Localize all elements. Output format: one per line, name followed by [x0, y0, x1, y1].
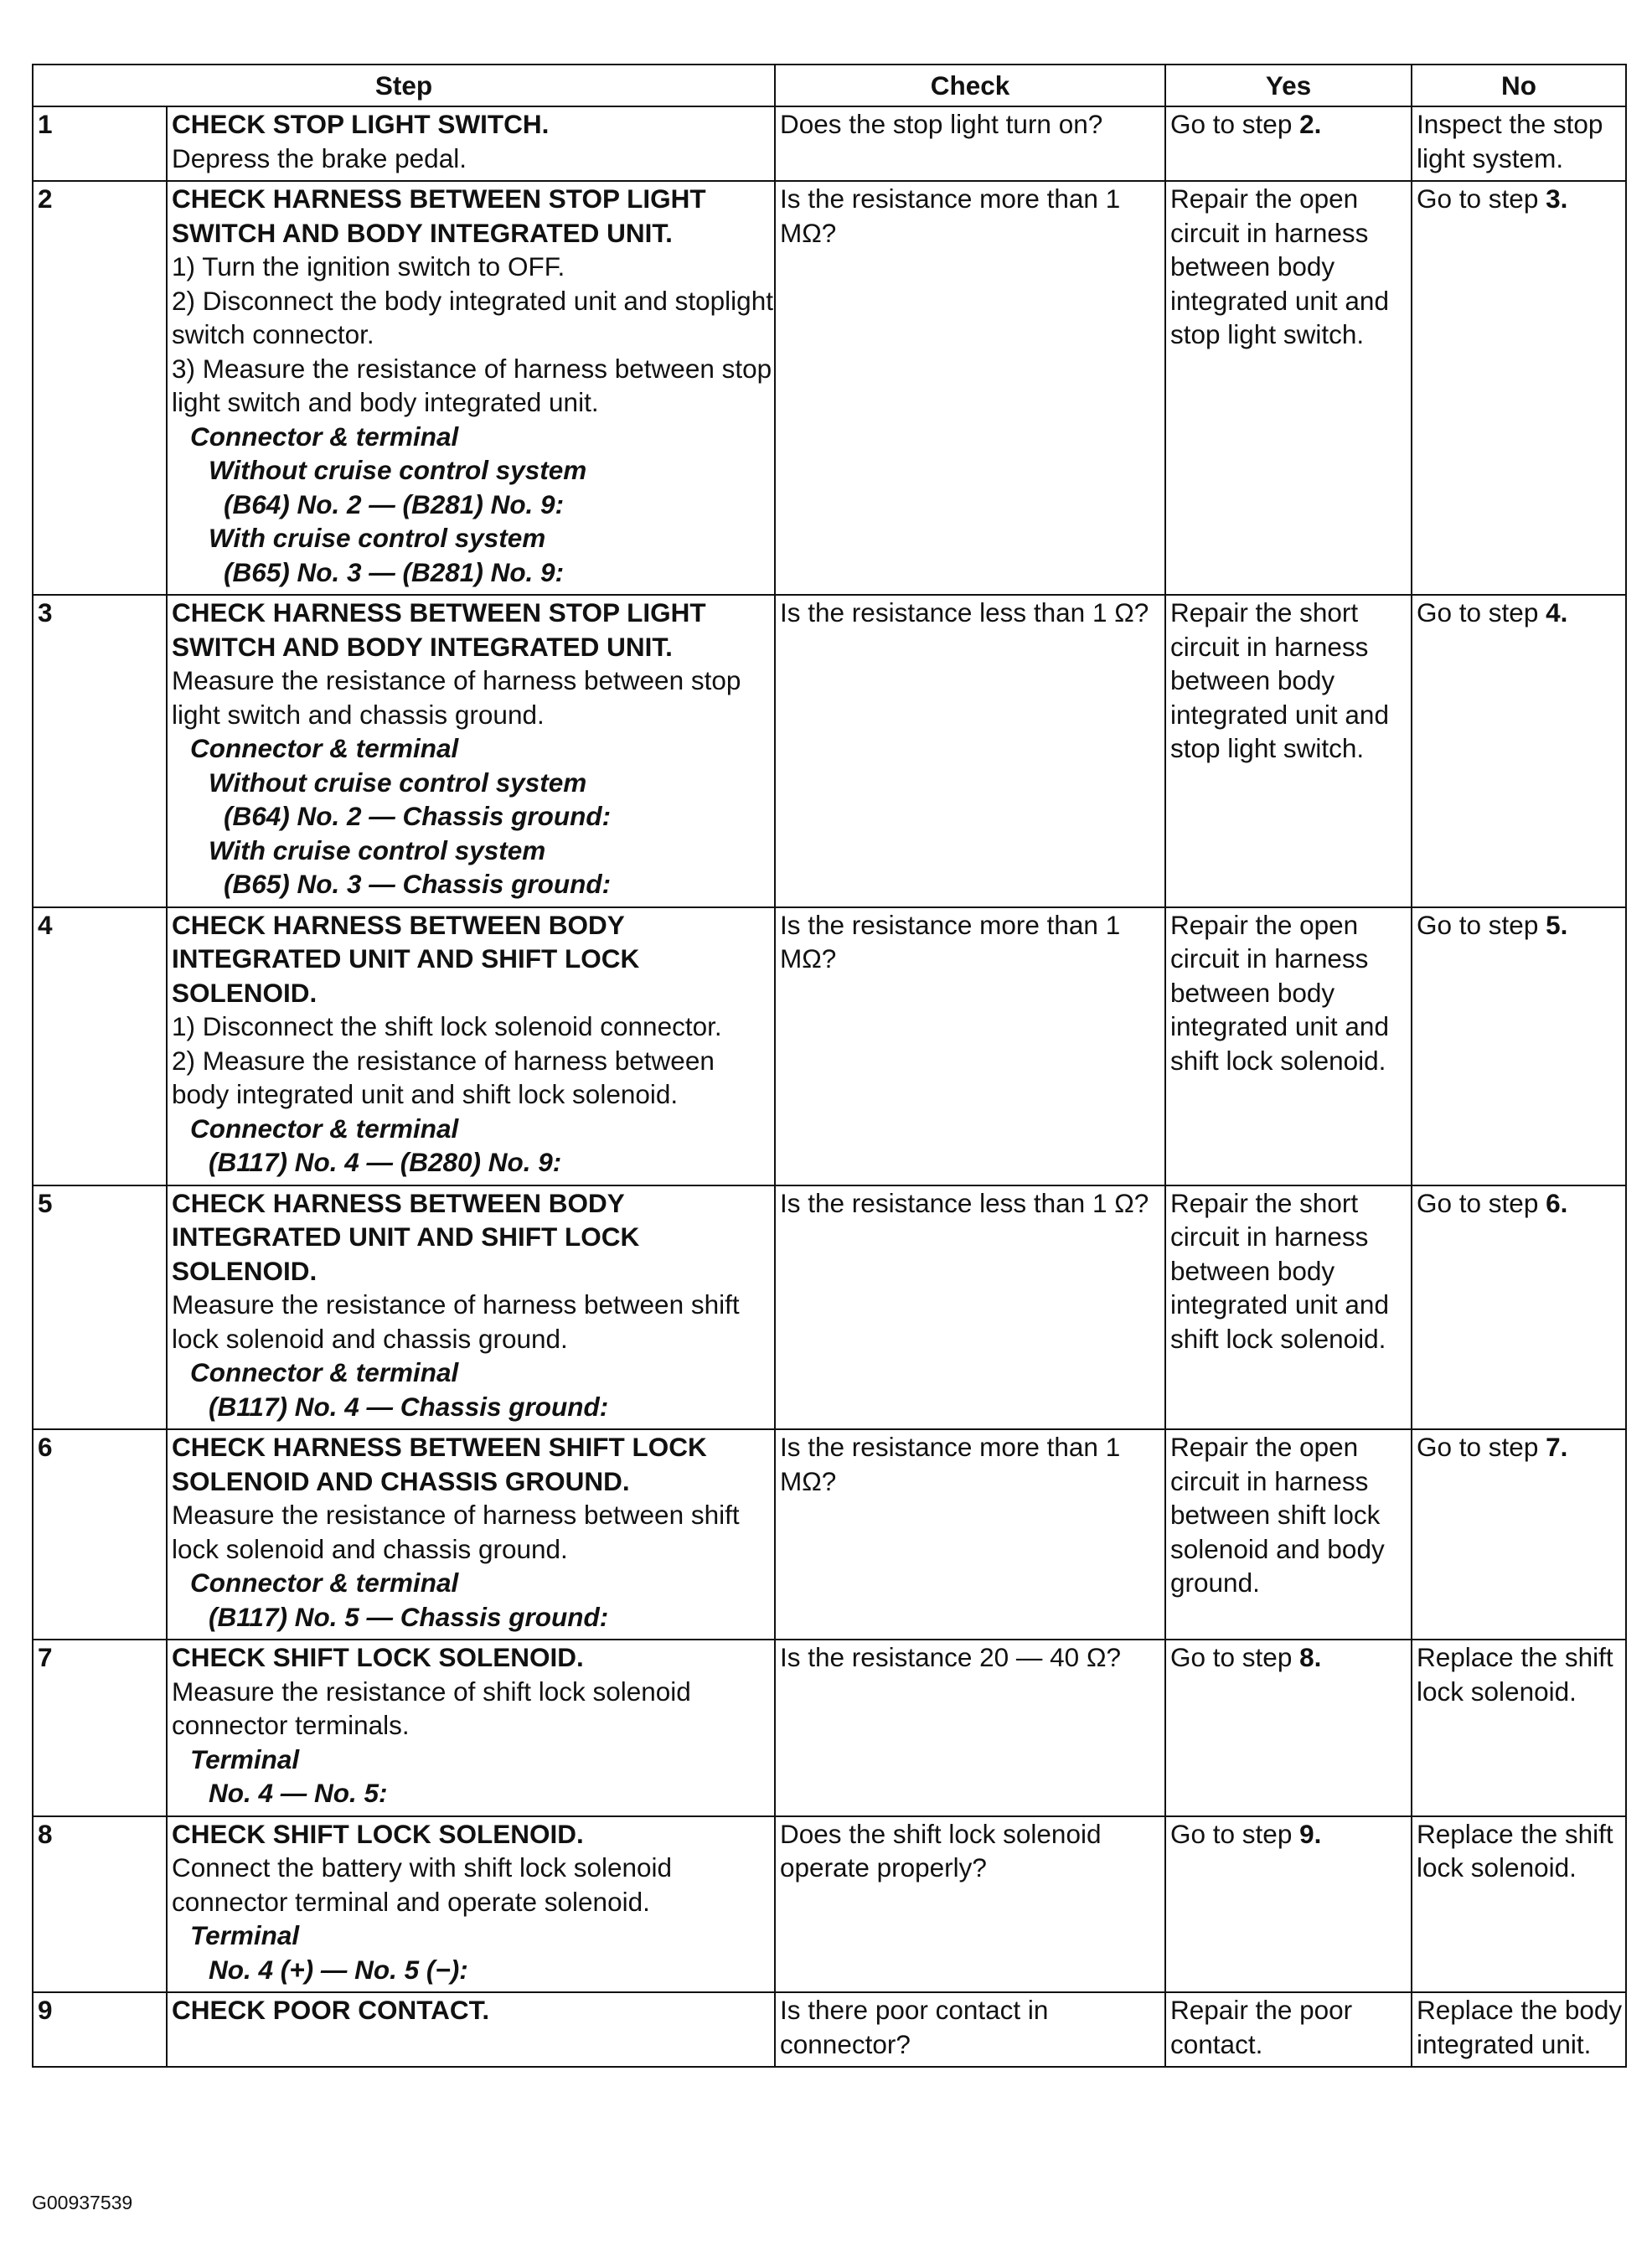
step-description: [167, 1429, 775, 1640]
connector-heading: Connector & terminal: [190, 1568, 459, 1598]
no-action: [1412, 595, 1626, 907]
yes-action-text: Repair the short circuit in harness between body integrated unit and shift lock solenoid.: [1170, 1187, 1389, 1354]
system-variant-label: With cruise control system: [209, 523, 546, 553]
step-number: 8: [33, 1816, 167, 1993]
no-action-text: Replace the shift lock solenoid.: [1417, 1642, 1613, 1707]
step-title: CHECK HARNESS BETWEEN BODY INTEGRATED UNIT AND SHIFT LOCK SOLENOID.: [172, 909, 640, 1008]
step-number: 5: [33, 1185, 167, 1430]
header-check: Check: [775, 65, 1165, 106]
yes-action: [1165, 1429, 1412, 1640]
table-header-row: [33, 65, 1626, 106]
yes-action: [1165, 1640, 1412, 1816]
check-question: Is the resistance 20 — 40 Ω?: [775, 1640, 1165, 1816]
figure-id: G00937539: [32, 2192, 133, 2213]
step-instruction: 2) Disconnect the body integrated unit and stoplight switch connector.: [172, 285, 773, 349]
no-action-text: Go to step: [1417, 1432, 1546, 1462]
yes-action: [1165, 595, 1412, 907]
check-question: Is the resistance more than 1 MΩ?: [775, 181, 1165, 595]
step-instruction: Measure the resistance of harness between shift lock solenoid and chassis ground.: [172, 1500, 740, 1564]
step-title: CHECK STOP LIGHT SWITCH.: [172, 109, 550, 139]
no-action-text: Replace the body integrated unit.: [1417, 1995, 1623, 2059]
connector-heading: Connector & terminal: [190, 421, 459, 452]
no-action-text: Go to step: [1417, 909, 1546, 940]
yes-action-text: Go to step: [1170, 1818, 1300, 1849]
step-instruction: Depress the brake pedal.: [172, 142, 467, 173]
yes-action-text: Repair the short circuit in harness between body integrated unit and stop light switch.: [1170, 597, 1389, 763]
table-row: [33, 181, 1626, 595]
step-description: [167, 1816, 775, 1993]
system-variant-label: Without cruise control system: [209, 767, 587, 798]
step-description: [167, 1640, 775, 1816]
no-action-step-ref: 4.: [1546, 597, 1568, 628]
step-description: [167, 907, 775, 1185]
check-question: Does the shift lock solenoid operate properly?: [775, 1816, 1165, 1993]
terminal-spec: (B117) No. 4 — (B280) No. 9:: [209, 1147, 562, 1177]
check-question: Does the stop light turn on?: [775, 106, 1165, 181]
terminal-spec: (B117) No. 5 — Chassis ground:: [209, 1601, 609, 1632]
step-instruction: Measure the resistance of harness between shift lock solenoid and chassis ground.: [172, 1289, 740, 1354]
step-title: CHECK HARNESS BETWEEN SHIFT LOCK SOLENOID AND CHASSIS GROUND.: [172, 1432, 707, 1496]
yes-action-step-ref: 8.: [1299, 1642, 1322, 1672]
step-instruction: 1) Disconnect the shift lock solenoid connector.: [172, 1011, 722, 1041]
check-question: Is the resistance more than 1 MΩ?: [775, 907, 1165, 1185]
step-instruction: 2) Measure the resistance of harness between body integrated unit and shift lock solenoid.: [172, 1045, 715, 1109]
step-number: 9: [33, 1992, 167, 2067]
step-number: 2: [33, 181, 167, 595]
yes-action-text: Repair the open circuit in harness between body integrated unit and stop light switch.: [1170, 183, 1389, 349]
system-variant-label: With cruise control system: [209, 834, 546, 865]
step-title: CHECK SHIFT LOCK SOLENOID.: [172, 1818, 584, 1849]
yes-action-text: Go to step: [1170, 1642, 1300, 1672]
no-action-step-ref: 7.: [1546, 1432, 1568, 1462]
connector-heading: Connector & terminal: [190, 733, 459, 763]
step-title: CHECK HARNESS BETWEEN STOP LIGHT SWITCH AND BODY INTEGRATED UNIT.: [172, 597, 706, 662]
system-variant-label: Without cruise control system: [209, 455, 587, 485]
step-number: 6: [33, 1429, 167, 1640]
step-instruction: Connect the battery with shift lock solenoid connector terminal and operate solenoid.: [172, 1852, 673, 1917]
yes-action-text: Repair the open circuit in harness between shift lock solenoid and body ground.: [1170, 1432, 1385, 1598]
no-action-text: Inspect the stop light system.: [1417, 109, 1603, 173]
no-action: [1412, 106, 1626, 181]
yes-action: [1165, 1816, 1412, 1993]
check-question: Is the resistance less than 1 Ω?: [775, 595, 1165, 907]
yes-action: [1165, 181, 1412, 595]
terminal-spec: (B64) No. 2 — Chassis ground:: [224, 801, 612, 831]
table-row: [33, 1640, 1626, 1816]
step-title: CHECK SHIFT LOCK SOLENOID.: [172, 1642, 584, 1672]
no-action: [1412, 1992, 1626, 2067]
step-title: CHECK HARNESS BETWEEN BODY INTEGRATED UNIT AND SHIFT LOCK SOLENOID.: [172, 1187, 640, 1286]
step-description: [167, 181, 775, 595]
table-row: [33, 595, 1626, 907]
no-action: [1412, 907, 1626, 1185]
terminal-spec: (B65) No. 3 — Chassis ground:: [224, 869, 612, 899]
step-number: 3: [33, 595, 167, 907]
step-title: CHECK HARNESS BETWEEN STOP LIGHT SWITCH AND BODY INTEGRATED UNIT.: [172, 183, 706, 248]
connector-heading: Connector & terminal: [190, 1113, 459, 1144]
no-action: [1412, 1185, 1626, 1430]
step-title: CHECK POOR CONTACT.: [172, 1995, 490, 2025]
connector-heading: Connector & terminal: [190, 1357, 459, 1387]
header-no: No: [1412, 65, 1626, 106]
connector-heading: Terminal: [190, 1743, 300, 1774]
check-question: Is the resistance more than 1 MΩ?: [775, 1429, 1165, 1640]
step-number: 7: [33, 1640, 167, 1816]
no-action-text: Replace the shift lock solenoid.: [1417, 1818, 1613, 1883]
step-description: [167, 1992, 775, 2067]
header-yes: Yes: [1165, 65, 1412, 106]
yes-action-text: Go to step: [1170, 109, 1300, 139]
terminal-spec: (B64) No. 2 — (B281) No. 9:: [224, 488, 565, 519]
step-instruction: Measure the resistance of harness between stop light switch and chassis ground.: [172, 665, 741, 730]
check-question: Is there poor contact in connector?: [775, 1992, 1165, 2067]
header-step: Step: [33, 65, 775, 106]
step-instruction: 1) Turn the ignition switch to OFF.: [172, 251, 565, 281]
yes-action: [1165, 1185, 1412, 1430]
yes-action: [1165, 1992, 1412, 2067]
terminal-spec: No. 4 — No. 5:: [209, 1778, 388, 1808]
diagnostic-table-container: [32, 64, 1625, 2068]
table-row: [33, 1992, 1626, 2067]
no-action-step-ref: 6.: [1546, 1187, 1568, 1218]
no-action-text: Go to step: [1417, 597, 1546, 628]
check-question: Is the resistance less than 1 Ω?: [775, 1185, 1165, 1430]
yes-action: [1165, 907, 1412, 1185]
step-description: [167, 106, 775, 181]
no-action-step-ref: 5.: [1546, 909, 1568, 940]
no-action: [1412, 181, 1626, 595]
no-action-step-ref: 3.: [1546, 183, 1568, 214]
table-row: [33, 1429, 1626, 1640]
no-action: [1412, 1640, 1626, 1816]
terminal-spec: (B65) No. 3 — (B281) No. 9:: [224, 556, 565, 587]
no-action-text: Go to step: [1417, 1187, 1546, 1218]
yes-action-text: Repair the open circuit in harness between body integrated unit and shift lock solenoid.: [1170, 909, 1389, 1076]
terminal-spec: No. 4 (+) — No. 5 (−):: [209, 1954, 468, 1985]
table-row: [33, 1185, 1626, 1430]
yes-action: [1165, 106, 1412, 181]
step-instruction: 3) Measure the resistance of harness between stop light switch and body integrated unit.: [172, 353, 772, 417]
step-instruction: Measure the resistance of shift lock solenoid connector terminals.: [172, 1676, 691, 1740]
yes-action-text: Repair the poor contact.: [1170, 1995, 1353, 2059]
table-row: [33, 106, 1626, 181]
no-action: [1412, 1429, 1626, 1640]
yes-action-step-ref: 2.: [1299, 109, 1322, 139]
no-action: [1412, 1816, 1626, 1993]
diagnostic-table: [32, 64, 1627, 2068]
yes-action-step-ref: 9.: [1299, 1818, 1322, 1849]
step-number: 4: [33, 907, 167, 1185]
table-row: [33, 1816, 1626, 1993]
connector-heading: Terminal: [190, 1920, 300, 1950]
terminal-spec: (B117) No. 4 — Chassis ground:: [209, 1391, 609, 1422]
no-action-text: Go to step: [1417, 183, 1546, 214]
step-number: 1: [33, 106, 167, 181]
step-description: [167, 595, 775, 907]
table-row: [33, 907, 1626, 1185]
step-description: [167, 1185, 775, 1430]
